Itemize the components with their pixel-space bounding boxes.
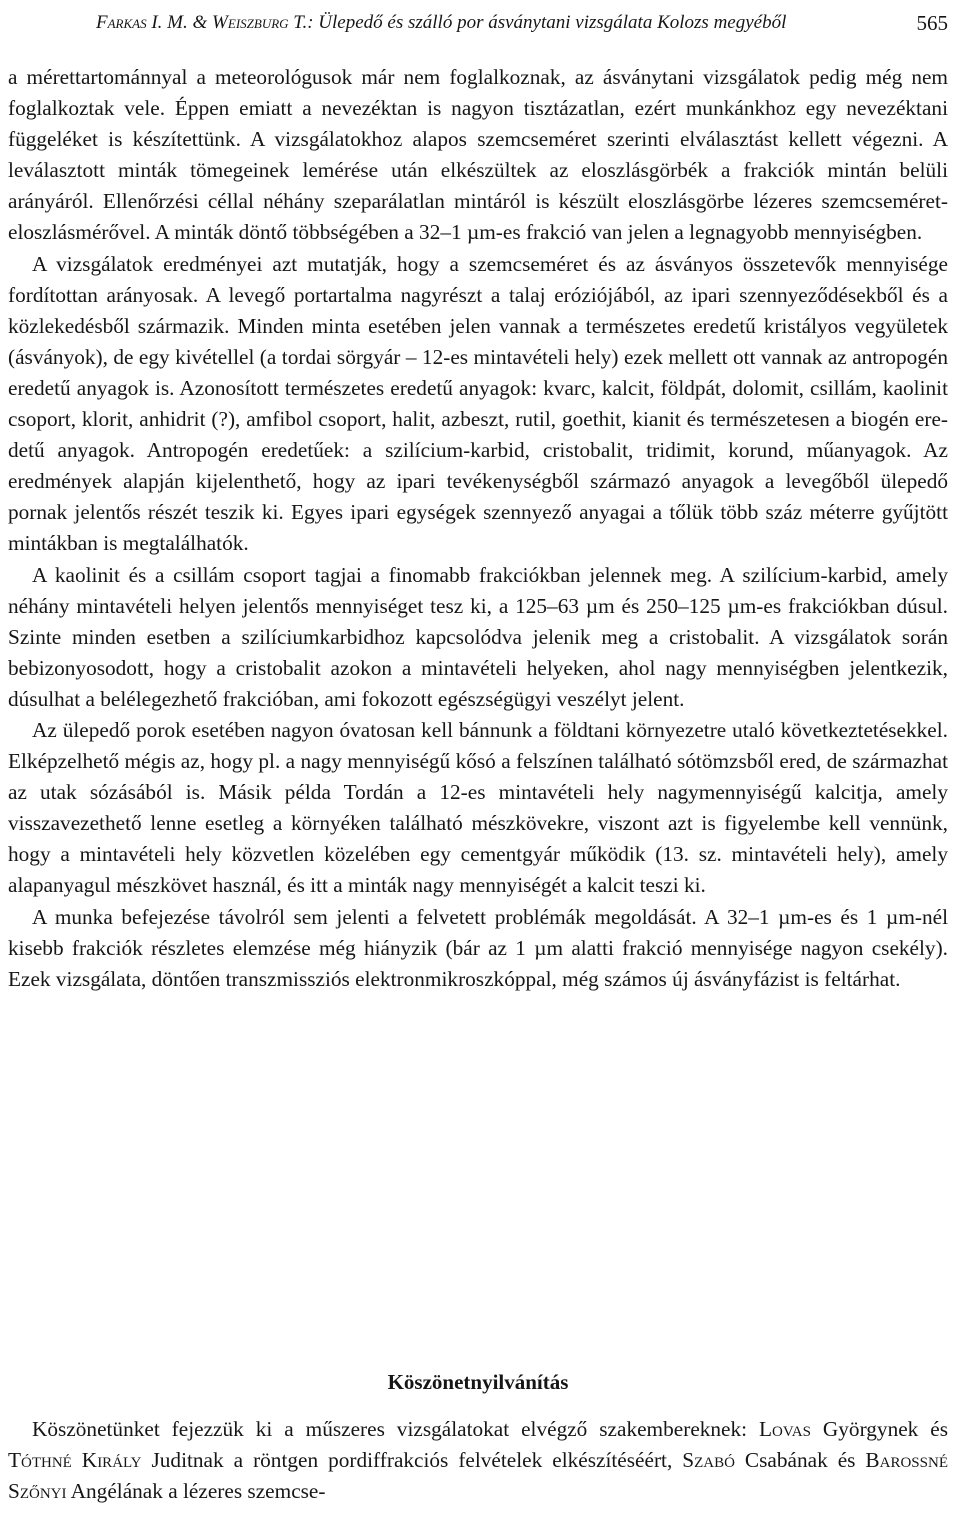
acknowledgement-paragraph (8, 1414, 948, 1507)
page-number: 565 (916, 11, 948, 35)
running-head-title (96, 8, 786, 38)
author-2: Weiszburg T. (212, 12, 308, 33)
ack-name-4: Barossné Szőnyi (8, 1448, 948, 1504)
ack-text-3: Juditnak a röntgen pordiffrakciós felvételek elkészítéséért, (141, 1448, 683, 1473)
ack-name-2: Tóthné Király (8, 1448, 142, 1473)
ack-name-1: Lovas (759, 1417, 811, 1441)
running-head (8, 8, 948, 38)
ack-text-2: Györgynek és (810, 1417, 948, 1441)
author-separator: & (187, 12, 213, 33)
ack-text-1: Köszönetünket fejezzük ki a műszeres vizsgálatokat elvégző szakembereknek: (32, 1417, 760, 1441)
paragraph-5: A munka befejezése távolról sem jelenti a felvetett problémák megoldását. A 32–1 µm-es és 1 µm-nél kisebb frakciók részletes elemzése még hiányzik (bár az 1 µm alatti frakció mennyisége nagyon csekély). Ezek vizsgálata, döntően transzmissziós elektronmikroszkóppal, még számos új ásványfázist is feltárhat. (8, 904, 948, 991)
author-1: Farkas I. M. (96, 12, 188, 33)
section-heading: Köszönetnyilvánítás (387, 1370, 569, 1394)
body-text (8, 62, 948, 995)
ack-text-5: Angélának a lézeres szemcse- (66, 1479, 326, 1504)
paragraph-4: Az ülepedő porok esetében nagyon óvatosan kell bánnunk a földtani környezetre utaló következtetésekkel. Elképzelhető mégis az, hogy pl. a nagy mennyiségű kősó a felszínen található sótömzsből ered, de származhat az utak sózásából is. Másik példa Tordán a 12-es mintavételi hely nagymennyiségű kalcitja, amely visszavezethető lenne esetleg a környéken található mészkövekre, viszont azt is figyelembe kell vennünk, hogy a mintavételi hely közvetlen közelében egy cementgyár működik (13. sz. mintavételi hely), amely alapanyagul mészkövet használ, és itt a minták nagy mennyiségét a kalcit teszi ki. (8, 717, 948, 898)
paragraph-3: A kaolinit és a csillám csoport tagjai a finomabb frakciókban jelennek meg. A szilícium-karbid, amely néhány mintavételi helyen jelentős mennyiséget tesz ki, a 125–63 µm és 250–125 µm-es frakciókban dúsul. Szinte minden esetben a szilíciumkarbidhoz kapcsolódva jelenik meg a cristobalit. A vizsgálatok során bebizonyosodott, hogy a cristobalit azokon a mintavételi helyeken, ahol nagy mennyiségben jelentkezik, dúsulhat a belélegezhető frakcióban, ami fokozott egészségügyi veszélyt jelent. (8, 562, 948, 711)
document-page (8, 0, 948, 1513)
ack-name-3: Szabó (682, 1448, 735, 1473)
article-title: : Ülepedő és szálló por ásványtani vizsgálata Kolozs megyéből (307, 12, 787, 33)
paragraph-2: A vizsgálatok eredményei azt mutatják, hogy a szemcseméret és az ásványos összetevők mennyisége fordítottan arányosak. A levegő portartalma nagyrészt a talaj eróziójából, az ipari szennyeződésekből és a közlekedésből származik. Minden minta esetében jelen vannak a természetes eredetű kristályos vegyületek (ásványok), de egy kivétellel (a tordai sörgyár – 12-es mintavételi hely) ezek mellett ott vannak az antropogén eredetű anyagok is. Azonosított természetes eredetű anyagok: kvarc, kalcit, földpát, dolomit, csillám, kaolinit csoport, klorit, anhidrit (?), amfibol csoport, halit, azbeszt, rutil, goethit, kianit és természetesen a biogén eredetű anyagok. Antropogén eredetűek: a szilícium-karbid, cristobalit, tridimit, korund, műanyagok. Az eredmények alapján kijelenthető, hogy az ipari tevékenységből származó anyagok a levegőből ülepedő pornak jelentős részét teszik ki. Egyes ipari egységek szennyező anyagai a tőlük több száz méterre gyűjtött mintákban is megtalálhatók. (8, 251, 948, 556)
ack-text-4: Csabának és (734, 1448, 866, 1473)
paragraph-1: a mérettartománnyal a meteorológusok már nem foglalkoznak, az ásványtani vizsgálatok pedig még nem foglalkoztak vele. Éppen emiatt a nevezéktan is nagyon tisztázatlan, ezért munkánkhoz egy nevezéktani függeléket is készítettünk. A vizsgálatokhoz alapos szemcseméret szerinti elválasztást kellett végezni. A leválasztott minták tömegeinek lemérése után elkészültek az eloszlásgörbék a frakciók mintán belüli arányáról. Ellenőrzési céllal néhány szeparálatlan mintáról is készült eloszlásgörbe lézeres szemcseméret-eloszlásmérővel. A minták döntő többségében a 32–1 µm-es frakció van jelen a legnagyobb mennyiségben. (8, 65, 948, 245)
